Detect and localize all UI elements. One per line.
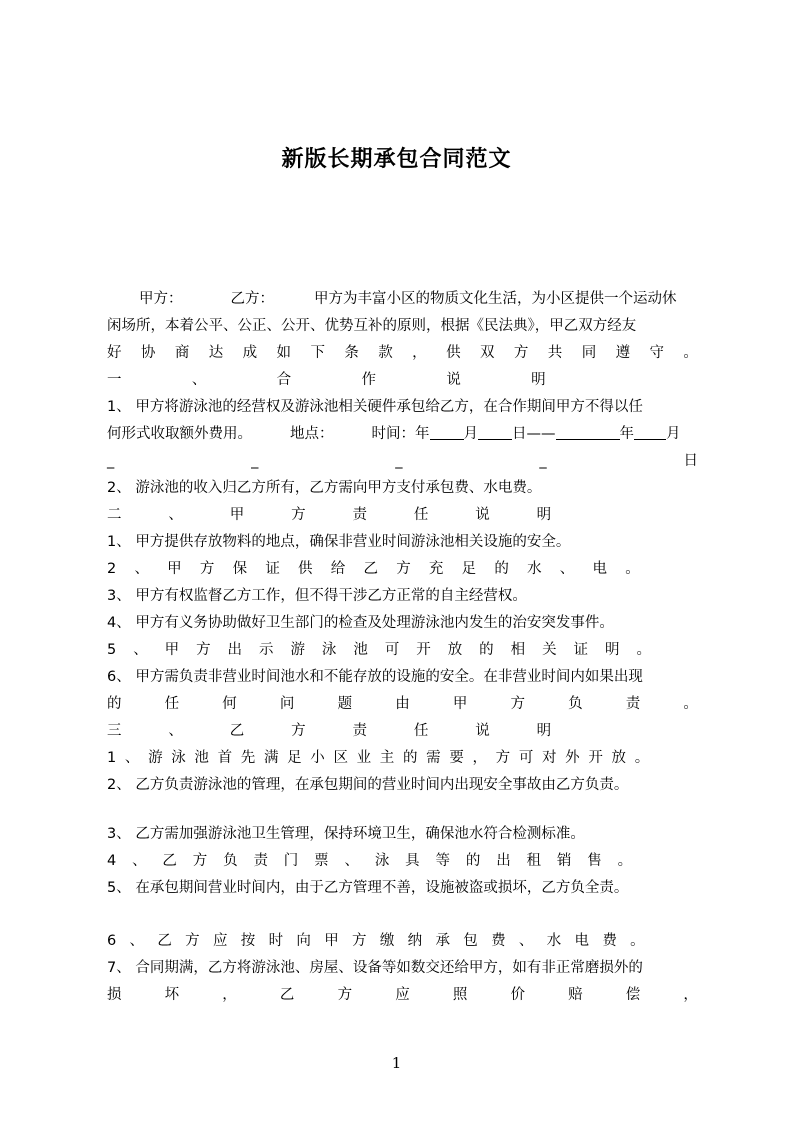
char: 方	[510, 696, 525, 712]
char: 由	[395, 696, 410, 712]
char: 证	[573, 642, 589, 658]
char: _	[395, 453, 403, 469]
item-1-line-2-text: 何形式收取额外费用。	[107, 426, 252, 442]
char: 电	[574, 933, 590, 949]
char: 赔	[568, 987, 583, 1003]
char: 充	[428, 561, 444, 577]
char: 方	[352, 933, 367, 949]
char: 甲	[452, 696, 468, 712]
char: 损	[107, 987, 122, 1003]
char: 作	[361, 372, 376, 388]
intro-line-1	[107, 287, 698, 311]
char: 成	[242, 345, 258, 361]
section-2-heading	[107, 503, 698, 527]
char: 业	[356, 750, 372, 766]
char: 缴	[379, 933, 395, 949]
char: 的	[402, 750, 418, 766]
char: 放	[611, 750, 627, 766]
char: 1	[107, 750, 117, 766]
char: 方	[199, 561, 215, 577]
char: 放	[447, 642, 463, 658]
char: 池	[353, 642, 368, 658]
char: 小	[310, 750, 325, 766]
char: 先	[240, 750, 256, 766]
char: 说	[446, 372, 461, 388]
char: 售	[587, 853, 602, 869]
char: 同	[581, 345, 597, 361]
char: 、	[168, 723, 183, 739]
char: 销	[556, 853, 572, 869]
intro-text-1: 甲方为丰富小区的物质文化生活，为小区提供一个运动休	[314, 291, 677, 307]
char: 示	[259, 642, 274, 658]
char: 保	[232, 561, 248, 577]
char: 游	[290, 642, 305, 658]
char: 价	[510, 987, 525, 1003]
char: 证	[265, 561, 280, 577]
char: 说	[475, 723, 490, 739]
char: 、	[344, 853, 359, 869]
char: 照	[452, 987, 468, 1003]
blank-line	[634, 425, 666, 440]
month-label: 月	[463, 426, 478, 442]
char: 款	[378, 345, 393, 361]
char: 负	[223, 853, 238, 869]
char: 何	[222, 696, 237, 712]
year-label: 年	[619, 426, 634, 442]
char: 共	[547, 345, 563, 361]
char: 供	[298, 561, 313, 577]
char: 任	[413, 507, 429, 523]
char: 责	[352, 723, 367, 739]
party-b-label: 乙方：	[230, 291, 274, 307]
char: 对	[542, 750, 557, 766]
day-label: 日——	[512, 426, 556, 442]
char: 6	[107, 933, 117, 949]
char: 时	[268, 933, 284, 949]
char: 具	[405, 853, 420, 869]
char: 说	[475, 507, 490, 523]
char: _	[107, 453, 115, 469]
section-3-item-7-line-2	[107, 983, 698, 1007]
char: 供	[446, 345, 461, 361]
char: 三	[107, 723, 122, 739]
char: 外	[565, 750, 580, 766]
char: 方	[185, 933, 200, 949]
char: 的	[465, 853, 481, 869]
section-3-heading	[107, 719, 698, 743]
char: 方	[196, 642, 211, 658]
char: 的	[494, 561, 509, 577]
char: 明	[536, 507, 552, 523]
char: 水	[527, 561, 542, 577]
char: 应	[395, 987, 410, 1003]
char: 明	[536, 723, 552, 739]
char: 日	[683, 453, 698, 469]
char: 责	[625, 696, 641, 712]
char: 方	[513, 345, 529, 361]
section-3-item-3: 3、 乙方需加强游泳池卫生管理，保持环境卫生，确保池水符合检测标准。	[107, 826, 585, 842]
char: 达	[208, 345, 224, 361]
char: 乙	[162, 853, 177, 869]
char: 、	[129, 933, 145, 949]
char: 甲	[324, 933, 339, 949]
char: 包	[463, 933, 478, 949]
char: _	[251, 453, 259, 469]
char: 可	[518, 750, 534, 766]
page-number: 1	[391, 1054, 402, 1072]
char: 要	[449, 750, 464, 766]
char: 下	[310, 345, 325, 361]
char: 可	[384, 642, 400, 658]
char: 、	[518, 933, 534, 949]
char: 遵	[615, 345, 631, 361]
intro-line-3	[107, 341, 698, 365]
section-2-item-6-line-2	[107, 692, 698, 716]
section-2-item-3: 3、 甲方有权监督乙方工作，但不得干涉乙方正常的自主经营权。	[107, 588, 527, 604]
char: 费	[602, 933, 617, 949]
char: 方	[337, 987, 353, 1003]
char: 、	[168, 507, 183, 523]
section-2-item-4: 4、 甲方有义务协助做好卫生部门的检查及处理游泳池内发生的治安突发事件。	[107, 615, 614, 631]
section-3-item-4	[107, 849, 698, 873]
char: 、	[134, 561, 149, 577]
char: ，	[472, 750, 487, 766]
char: 甲	[167, 561, 182, 577]
char: 关	[542, 642, 557, 658]
section-3-item-7-line-1: 7、 合同期满，乙方将游泳池、房屋、设备等如数交还给甲方，如有非正常磨损外的	[107, 960, 643, 976]
section-1-item-1-line-1: 1、 甲方将游泳池的经营权及游泳池相关硬件承包给乙方，在合作期间甲方不得以任	[107, 399, 643, 415]
section-2-item-2	[107, 557, 698, 581]
char: 责	[352, 507, 367, 523]
char: 、	[132, 853, 147, 869]
char: 门	[283, 853, 299, 869]
char: 等	[435, 853, 451, 869]
char: ，	[683, 987, 698, 1003]
char: 出	[227, 642, 243, 658]
char: 方	[192, 853, 208, 869]
char: 。	[617, 853, 633, 869]
char: 双	[479, 345, 495, 361]
char: 方	[291, 507, 306, 523]
char: 坏	[164, 987, 180, 1003]
char: 甲	[229, 507, 245, 523]
char: 题	[337, 696, 353, 712]
party-a-label: 甲方：	[139, 291, 183, 307]
char: 偿	[625, 987, 641, 1003]
char: 。	[683, 345, 698, 361]
char: 应	[212, 933, 228, 949]
char: 游	[148, 750, 163, 766]
char: 。	[625, 561, 640, 577]
char: 明	[604, 642, 620, 658]
char: 责	[253, 853, 268, 869]
char: 池	[194, 750, 209, 766]
char: 负	[568, 696, 583, 712]
char: 乙	[363, 561, 378, 577]
blank-line	[478, 425, 512, 440]
section-3-item-5: 5、 在承包期间营业时间内，由于乙方管理不善，设施被盗或损坏，乙方负全责。	[107, 880, 629, 896]
char: 主	[379, 750, 395, 766]
char: 问	[279, 696, 295, 712]
char: 如	[276, 345, 292, 361]
char: 、	[559, 561, 575, 577]
char: 纳	[407, 933, 423, 949]
blank-line	[556, 425, 620, 440]
section-2-item-1: 1、 甲方提供存放物料的地点，确保非营业时间游泳池相关设施的安全。	[107, 534, 571, 550]
char: 守	[649, 345, 664, 361]
char: 区	[333, 750, 348, 766]
char: 乙	[157, 933, 172, 949]
section-2-item-6-line-1: 6、 甲方需负责非营业时间池水和不能存放的设施的安全。在非营业时间内如果出现	[107, 669, 643, 685]
char: 的	[479, 642, 494, 658]
char: 5	[107, 642, 117, 658]
char: 首	[217, 750, 233, 766]
char: 好	[107, 345, 122, 361]
char: 乙	[279, 987, 295, 1003]
char: 商	[174, 345, 190, 361]
char: 承	[435, 933, 450, 949]
char: 的	[107, 696, 122, 712]
char: 开	[416, 642, 431, 658]
char: 给	[330, 561, 346, 577]
char: 足	[461, 561, 477, 577]
char: 协	[140, 345, 156, 361]
section-1-item-2: 2、 游泳池的收入归乙方所有，乙方需向甲方支付承包费、水电费。	[107, 480, 542, 496]
char: 方	[291, 723, 306, 739]
char: 费	[491, 933, 506, 949]
char: 。	[636, 642, 651, 658]
char: 票	[314, 853, 329, 869]
char: 方	[495, 750, 511, 766]
char: 泳	[374, 853, 390, 869]
char: 泳	[321, 642, 337, 658]
blank-line	[430, 425, 464, 440]
char: 足	[287, 750, 302, 766]
section-1-blank-row	[107, 449, 698, 473]
char: 甲	[164, 642, 180, 658]
char: 开	[588, 750, 603, 766]
char: 明	[531, 372, 546, 388]
section-1-item-1-line-2	[107, 422, 698, 446]
char: 2	[107, 561, 117, 577]
char: 按	[240, 933, 256, 949]
char: 二	[107, 507, 122, 523]
char: 需	[426, 750, 441, 766]
char: 4	[107, 853, 117, 869]
char: 满	[263, 750, 279, 766]
char: 乙	[229, 723, 245, 739]
char: 、	[133, 642, 148, 658]
section-3-item-6	[107, 929, 698, 953]
char: 任	[413, 723, 429, 739]
char: 向	[296, 933, 311, 949]
char: 条	[344, 345, 359, 361]
section-1-heading	[107, 368, 698, 392]
section-2-item-5	[107, 638, 698, 662]
section-3-item-1	[107, 746, 698, 770]
document-title: 新版长期承包合同范文	[281, 147, 512, 172]
char: ，	[222, 987, 237, 1003]
time-label: 时间：年	[371, 426, 430, 442]
char: 方	[396, 561, 411, 577]
char: 电	[592, 561, 608, 577]
char: ，	[412, 345, 427, 361]
char: 。	[630, 933, 645, 949]
char: 泳	[171, 750, 186, 766]
section-3-item-2: 2、 乙方负责游泳池的管理，在承包期间的营业时间内出现安全事故由乙方负责。	[107, 777, 629, 793]
char: _	[539, 453, 547, 469]
char: 一	[107, 372, 122, 388]
char: 出	[496, 853, 511, 869]
month-label: 月	[666, 426, 681, 442]
location-label: 地点：	[290, 426, 334, 442]
char: 。	[683, 696, 698, 712]
char: 、	[124, 750, 140, 766]
char: 任	[164, 696, 180, 712]
intro-line-2: 闲场所，本着公平、公正、公开、优势互补的原则，根据《民法典》，甲乙双方经友	[107, 318, 637, 334]
char: 合	[276, 372, 292, 388]
char: 、	[191, 372, 207, 388]
char: 相	[510, 642, 526, 658]
char: 。	[634, 750, 650, 766]
char: 水	[546, 933, 562, 949]
char: 租	[526, 853, 542, 869]
